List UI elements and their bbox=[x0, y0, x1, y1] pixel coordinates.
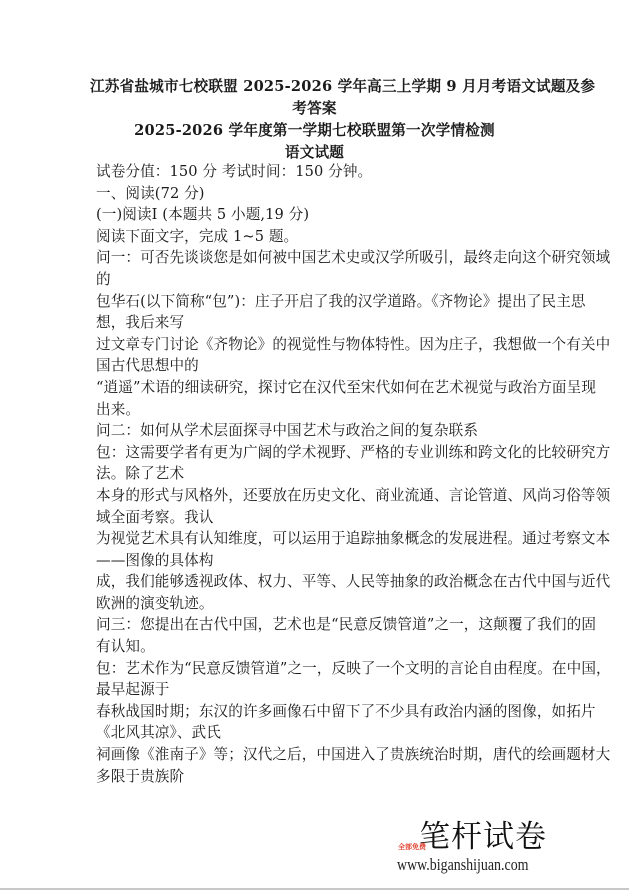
watermark-logo bbox=[396, 818, 556, 878]
text-line: 问二：如何从学术层面探寻中国艺术与政治之间的复杂联系 bbox=[96, 422, 479, 440]
text-line: 问三：您提出在古代中国，艺术也是“民意反馈管道”之一，这颠覆了我们的固 bbox=[96, 616, 597, 634]
text-line: 最早起源于 bbox=[96, 681, 170, 699]
page-bottom-divider bbox=[0, 888, 629, 890]
text-line: 域全面考察。我认 bbox=[96, 508, 214, 526]
text-line: 国古代思想中的 bbox=[96, 357, 199, 375]
text-line: 包华石(以下简称“包”)：庄子开启了我的汉学道路。《齐物论》提出了民主思 bbox=[96, 292, 586, 310]
text-line: 过文章专门讨论《齐物论》的视觉性与物体特性。因为庄子，我想做一个有关中 bbox=[96, 335, 611, 353]
text-line: 问一：可否先谈谈您是如何被中国艺术史或汉学所吸引，最终走向这个研究领域 bbox=[96, 249, 611, 267]
text-line: 的 bbox=[96, 270, 111, 288]
document-title-block bbox=[90, 76, 596, 164]
text-line: 法。除了艺术 bbox=[96, 465, 185, 483]
text-line: 成，我们能够透视政体、权力、平等、人民等抽象的政治概念在古代中国与近代 bbox=[96, 573, 611, 591]
text-line: 为视觉艺术具有认知维度，可以运用于追踪抽象概念的发展进程。通过考察文本 bbox=[96, 530, 611, 548]
text-line: 欧洲的演变轨迹。 bbox=[96, 594, 214, 612]
instruction-line: 阅读下面文字，完成 1~5 题。 bbox=[96, 227, 299, 245]
document-subject-heading: 语文试题 bbox=[284, 144, 345, 161]
section-heading: 一、阅读(72 分) bbox=[96, 184, 205, 202]
watermark-tagline: 全部免费 bbox=[398, 843, 426, 851]
text-line: ——图像的具体构 bbox=[96, 551, 214, 569]
subsection-heading: (一)阅读Ⅰ (本题共 5 小题,19 分) bbox=[96, 206, 310, 224]
text-line: 想，我后来写 bbox=[96, 314, 185, 332]
document-title-line-1: 江苏省盐城市七校联盟 2025-2026 学年高三上学期 9 月月考语文试题及参 bbox=[90, 78, 596, 95]
text-line: 春秋战国时期；东汉的许多画像石中留下了不少具有政治内涵的图像，如拓片 bbox=[96, 702, 596, 720]
text-line: 出来。 bbox=[96, 400, 141, 418]
document-subtitle: 2025-2026 学年度第一学期七校联盟第一次学情检测 bbox=[134, 122, 495, 139]
exam-info-line: 试卷分值：150 分 考试时间：150 分钟。 bbox=[96, 163, 373, 180]
text-line: 有认知。 bbox=[96, 638, 155, 656]
watermark-url: www.biganshijuan.com bbox=[397, 855, 529, 874]
text-line: 祠画像《淮南子》等；汉代之后，中国进入了贵族统治时期，唐代的绘画题材大 bbox=[96, 746, 611, 764]
text-line: 多限于贵族阶 bbox=[96, 767, 185, 785]
text-line: 包：艺术作为“民意反馈管道”之一，反映了一个文明的言论自由程度。在中国， bbox=[96, 659, 611, 677]
text-line: 本身的形式与风格外，还要放在历史文化、商业流通、言论管道、风尚习俗等领 bbox=[96, 486, 611, 504]
text-line: 《北风其凉》、武氏 bbox=[96, 724, 221, 742]
watermark-brand: 笔杆试卷 bbox=[419, 819, 547, 855]
document-body bbox=[96, 161, 611, 787]
document-title-line-2: 考答案 bbox=[292, 100, 337, 117]
text-line: 包：这需要学者有更为广阔的学术视野、严格的专业训练和跨文化的比较研究方 bbox=[96, 443, 611, 461]
text-line: “逍遥”术语的细读研究，探讨它在汉代至宋代如何在艺术视觉与政治方面呈现 bbox=[96, 378, 597, 396]
